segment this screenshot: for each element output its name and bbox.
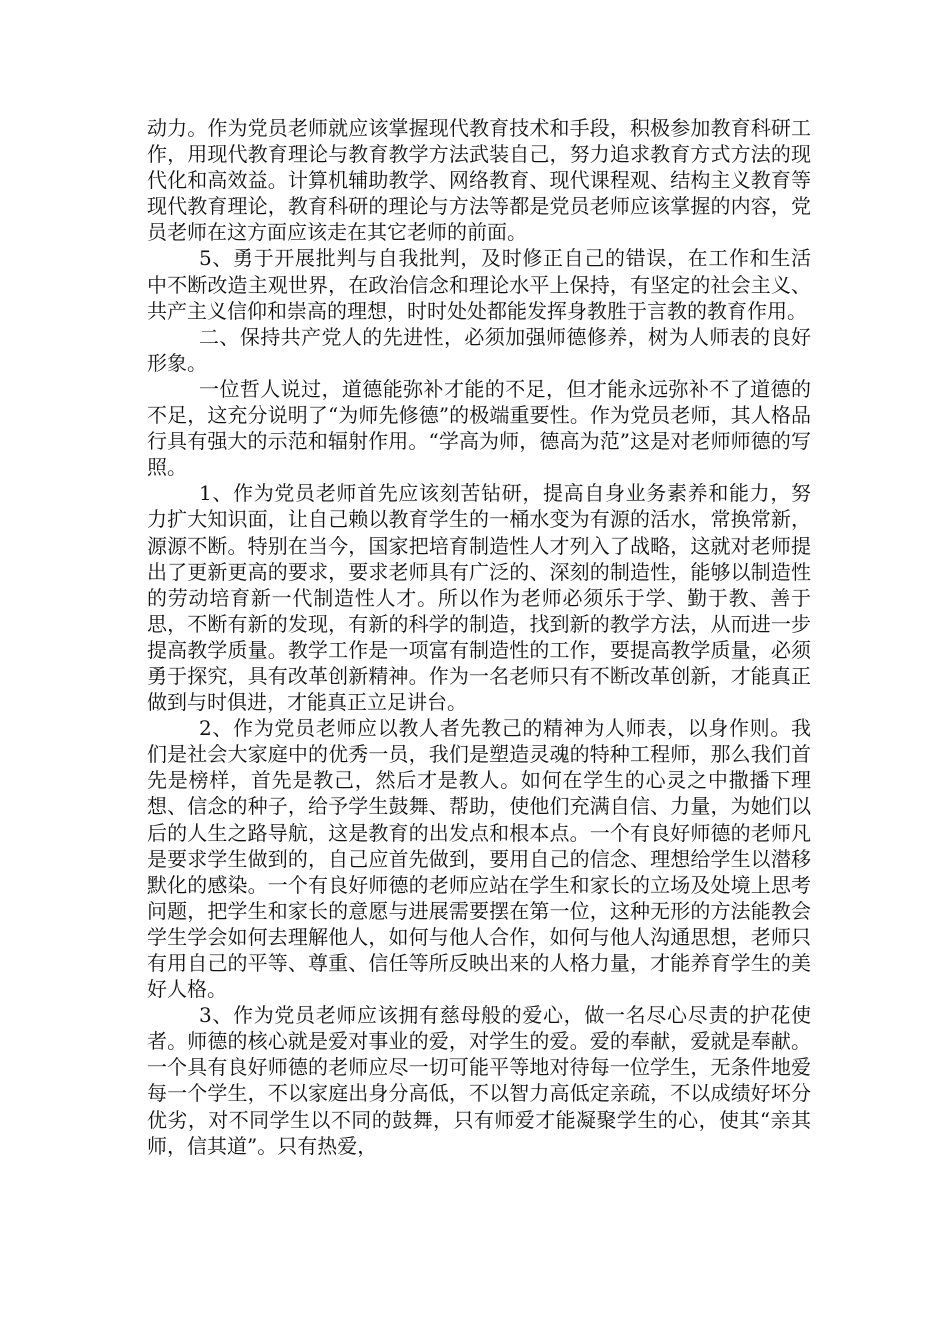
paragraph-point-1: 1、作为党员老师首先应该刻苦钻研，提高自身业务素养和能力，努力扩大知识面，让自己赖以教育学生的一桶水变为有源的活水，常换常新，源源不断。特别在当今，国家把培育制造性人才列入了战略，这就对老师提出了更新更高的要求，要求老师具有广泛的、深刻的制造性，能够以制造性的劳动培育新一代制造性人才。所以作为老师必须乐于学、勤于教、善于思，不断有新的发现，有新的科学的制造，找到新的教学方法，从而进一步提高教学质量。教学工作是一项富有制造性的工作，要提高教学质量，必须勇于探究，具有改革创新精神。作为一名老师只有不断改革创新，才能真正做到与时俱进，才能真正立足讲台。 (147, 481, 811, 715)
section-heading-2: 二、保持共产党人的先进性，必须加强师德修养，树为人师表的良好形象。 (147, 324, 811, 375)
paragraph-continuation: 动力。作为党员老师就应该掌握现代教育技术和手段，积极参加教育科研工作，用现代教育理论与教育教学方法武装自己，努力追求教育方式方法的现代化和高效益。计算机辅助教学、网络教育、现代课程观、结构主义教育等现代教育理论，教育科研的理论与方法等都是党员老师应该掌握的内容，党员老师在这方面应该走在其它老师的前面。 (147, 116, 811, 245)
paragraph-point-2: 2、作为党员老师应以教人者先教己的精神为人师表，以身作则。我们是社会大家庭中的优秀一员，我们是塑造灵魂的特种工程师，那么我们首先是榜样，首先是教己，然后才是教人。如何在学生的心灵之中撒播下理想、信念的种子，给予学生鼓舞、帮助，使他们充满自信、力量，为她们以后的人生之路导航，这是教育的出发点和根本点。一个有良好师德的老师凡是要求学生做到的，自己应首先做到，要用自己的信念、理想给学生以潜移默化的感染。一个有良好师德的老师应站在学生和家长的立场及处境上思考问题，把学生和家长的意愿与进展需要摆在第一位，这种无形的方法能教会学生学会如何去理解他人，如何与他人合作，如何与他人沟通思想，老师只有用自己的平等、尊重、信任等所反映出来的人格力量，才能养育学生的美好人格。 (147, 716, 811, 1002)
document-body (147, 115, 811, 1159)
paragraph-point-3: 3、作为党员老师应该拥有慈母般的爱心，做一名尽心尽责的护花使者。师德的核心就是爱对事业的爱，对学生的爱。爱的奉献，爱就是奉献。一个具有良好师德的老师应尽一切可能平等地对待每一位学生，无条件地爱每一个学生，不以家庭出身分高低，不以智力高低定亲疏，不以成绩好坏分优劣，对不同学生以不同的鼓舞，只有师爱才能凝聚学生的心，使其“亲其师，信其道”。只有热爱， (147, 1003, 811, 1158)
paragraph-point-5: 5、勇于开展批判与自我批判，及时修正自己的错误，在工作和生活中不断改造主观世界，在政治信念和理论水平上保持，有坚定的社会主义、共产主义信仰和崇高的理想，时时处处都能发挥身教胜于言教的教育作用。 (147, 246, 811, 323)
paragraph-philosopher-quote: 一位哲人说过，道德能弥补才能的不足，但才能永远弥补不了道德的不足，这充分说明了“为师先修德”的极端重要性。作为党员老师，其人格品行具有强大的示范和辐射作用。“学高为师，德高为范”这是对老师师德的写照。 (147, 376, 811, 480)
